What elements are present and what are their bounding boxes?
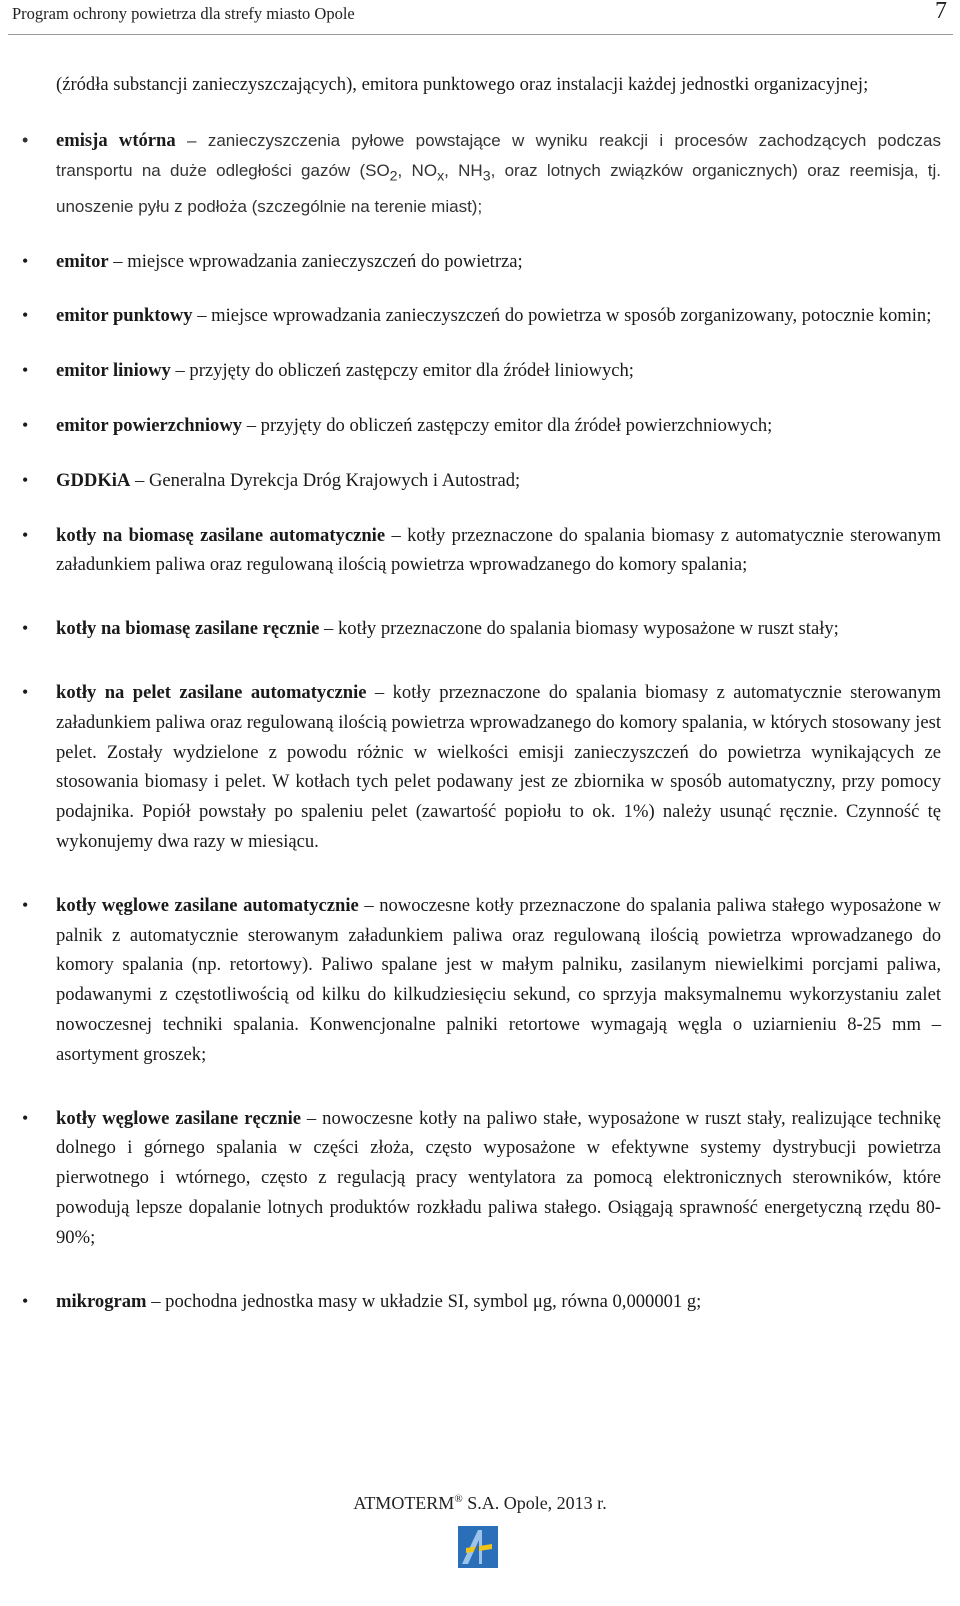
definition-text: – nowoczesne kotły na paliwo stałe, wyposażone w ruszt stały, realizujące technikę dolnego i górnego spalania w części złoża, często wyposażone w efektywne systemy dystrybucji powietrza pierwotnego i wtórnego, często z regulacją pracy wentylatora za pomocą elektronicznych sterowników, które powodują lepsze dopalanie lotnych produktów rozkładu paliwa stałego. Osiągają sprawność energetyczną rzędu 80-90%; xyxy=(56,1107,941,1248)
definition-emitor xyxy=(56,247,941,277)
definition-text: , oraz lotnych związków organicznych) oraz reemisja, tj. unoszenie pyłu z podłoża (szczególnie na terenie miast); xyxy=(56,160,942,216)
definition-term: mikrogram xyxy=(56,1290,147,1312)
page-header xyxy=(8,0,953,35)
registered-mark: ® xyxy=(454,1493,463,1505)
definition-term: emitor powierzchniowy xyxy=(56,414,243,436)
definition-text: – nowoczesne kotły przeznaczone do spalania paliwa stałego wyposażone w palnik z automatycznie sterowanym załadunkiem paliwa oraz regulowaną ilością powietrza wprowadzanego do komory spalania (np. retortowy). Paliwo spalane jest w małym palniku, zasilanym niewielkimi porcjami paliwa, podawanymi z częstotliwością od kilku do kilkudziesięciu sekund, co sprzyja maksymalnemu wykorzystaniu zalet nowoczesnej techniki spalania. Konwencjonalne palniki retortowe wymagają węgla o uziarnieniu 8-25 mm – asortyment groszek; xyxy=(56,894,941,1065)
atmoterm-logo-icon xyxy=(458,1526,498,1568)
definition-term: emisja wtórna xyxy=(56,129,176,151)
subscript-no: x xyxy=(437,167,445,184)
definition-term: kotły na pelet zasilane automatycznie xyxy=(56,681,367,703)
definition-term: kotły na biomasę zasilane automatycznie xyxy=(56,524,386,546)
footer-company: ATMOTERM xyxy=(353,1493,455,1513)
definition-text: – zanieczyszczenia pyłowe powstające w wyniku reakcji i procesów zachodzących podczas transportu na duże odległości gazów (SO xyxy=(56,130,941,180)
definition-text: – pochodna jednostka masy w układzie SI, symbol μg, równa 0,000001 g; xyxy=(146,1290,702,1312)
definition-text: , NH xyxy=(444,160,483,180)
definition-gddkia xyxy=(56,466,941,496)
definition-term: emitor liniowy xyxy=(56,360,171,382)
definition-list xyxy=(56,126,941,1317)
subscript-nh: 3 xyxy=(482,167,491,184)
definition-emisja-wtorna xyxy=(56,126,941,222)
intro-paragraph: (źródła substancji zanieczyszczających), emitora punktowego oraz instalacji każdej jednostki organizacyjnej; xyxy=(56,74,869,95)
definition-text: – kotły przeznaczone do spalania biomasy wyposażone w ruszt stały; xyxy=(319,618,839,640)
definition-text: – przyjęty do obliczeń zastępczy emitor dla źródeł powierzchniowych; xyxy=(242,414,773,436)
definition-emitor-liniowy xyxy=(56,356,941,386)
page-number: 7 xyxy=(935,0,947,24)
definition-kotly-biomasa-auto xyxy=(56,521,941,581)
definition-kotly-weglowe-auto xyxy=(56,891,941,1070)
document-title: Program ochrony powietrza dla strefy miasto Opole xyxy=(12,4,355,23)
definition-emitor-punktowy xyxy=(56,301,941,331)
definition-text: – przyjęty do obliczeń zastępczy emitor dla źródeł liniowych; xyxy=(170,360,634,382)
page-footer xyxy=(0,1493,960,1514)
definition-text: , NO xyxy=(397,160,438,180)
definition-mikrogram xyxy=(56,1287,941,1317)
document-body xyxy=(56,70,941,1341)
footer-text: S.A. Opole, 2013 r. xyxy=(462,1493,607,1513)
subscript-so: 2 xyxy=(389,167,398,184)
definition-text: – kotły przeznaczone do spalania biomasy z automatycznie sterowanym załadunkiem paliwa oraz regulowaną ilością powietrza wprowadzanego do komory spalania, w których stosowany jest pelet. Zostały wydzielone z powodu różnic w wielkości emisji zanieczyszczeń do powietrza wynikających ze stosowania biomasy i pelet. W kotłach tych pelet podawany jest ze zbiornika w sposób automatyczny, przy pomocy podajnika. Popiół powstały po spaleniu pelet (zawartość popiołu to ok. 1%) należy usunąć ręcznie. Czynność tę wykonujemy dwa razy w miesiącu. xyxy=(56,681,942,852)
definition-term: emitor xyxy=(56,250,109,272)
definition-text: – kotły przeznaczone do spalania biomasy z automatycznie sterowanym załadunkiem paliwa oraz regulowaną ilością powietrza wprowadzanego do komory spalania; xyxy=(56,524,941,576)
definition-term: kotły węglowe zasilane ręcznie xyxy=(56,1107,301,1129)
definition-text: – miejsce wprowadzania zanieczyszczeń do powietrza w sposób zorganizowany, potocznie komin; xyxy=(192,305,932,327)
definition-term: emitor punktowy xyxy=(56,305,193,327)
definition-term: kotły węglowe zasilane automatycznie xyxy=(56,894,359,916)
definition-emitor-powierzchniowy xyxy=(56,411,941,441)
definition-kotly-pelet-auto xyxy=(56,678,941,857)
definition-text: – miejsce wprowadzania zanieczyszczeń do powietrza; xyxy=(108,250,523,272)
definition-kotly-weglowe-reczne xyxy=(56,1104,941,1253)
definition-term: kotły na biomasę zasilane ręcznie xyxy=(56,618,320,640)
definition-text: – Generalna Dyrekcja Dróg Krajowych i Autostrad; xyxy=(130,469,521,491)
definition-term: GDDKiA xyxy=(56,469,131,491)
definition-kotly-biomasa-reczne xyxy=(56,614,941,644)
